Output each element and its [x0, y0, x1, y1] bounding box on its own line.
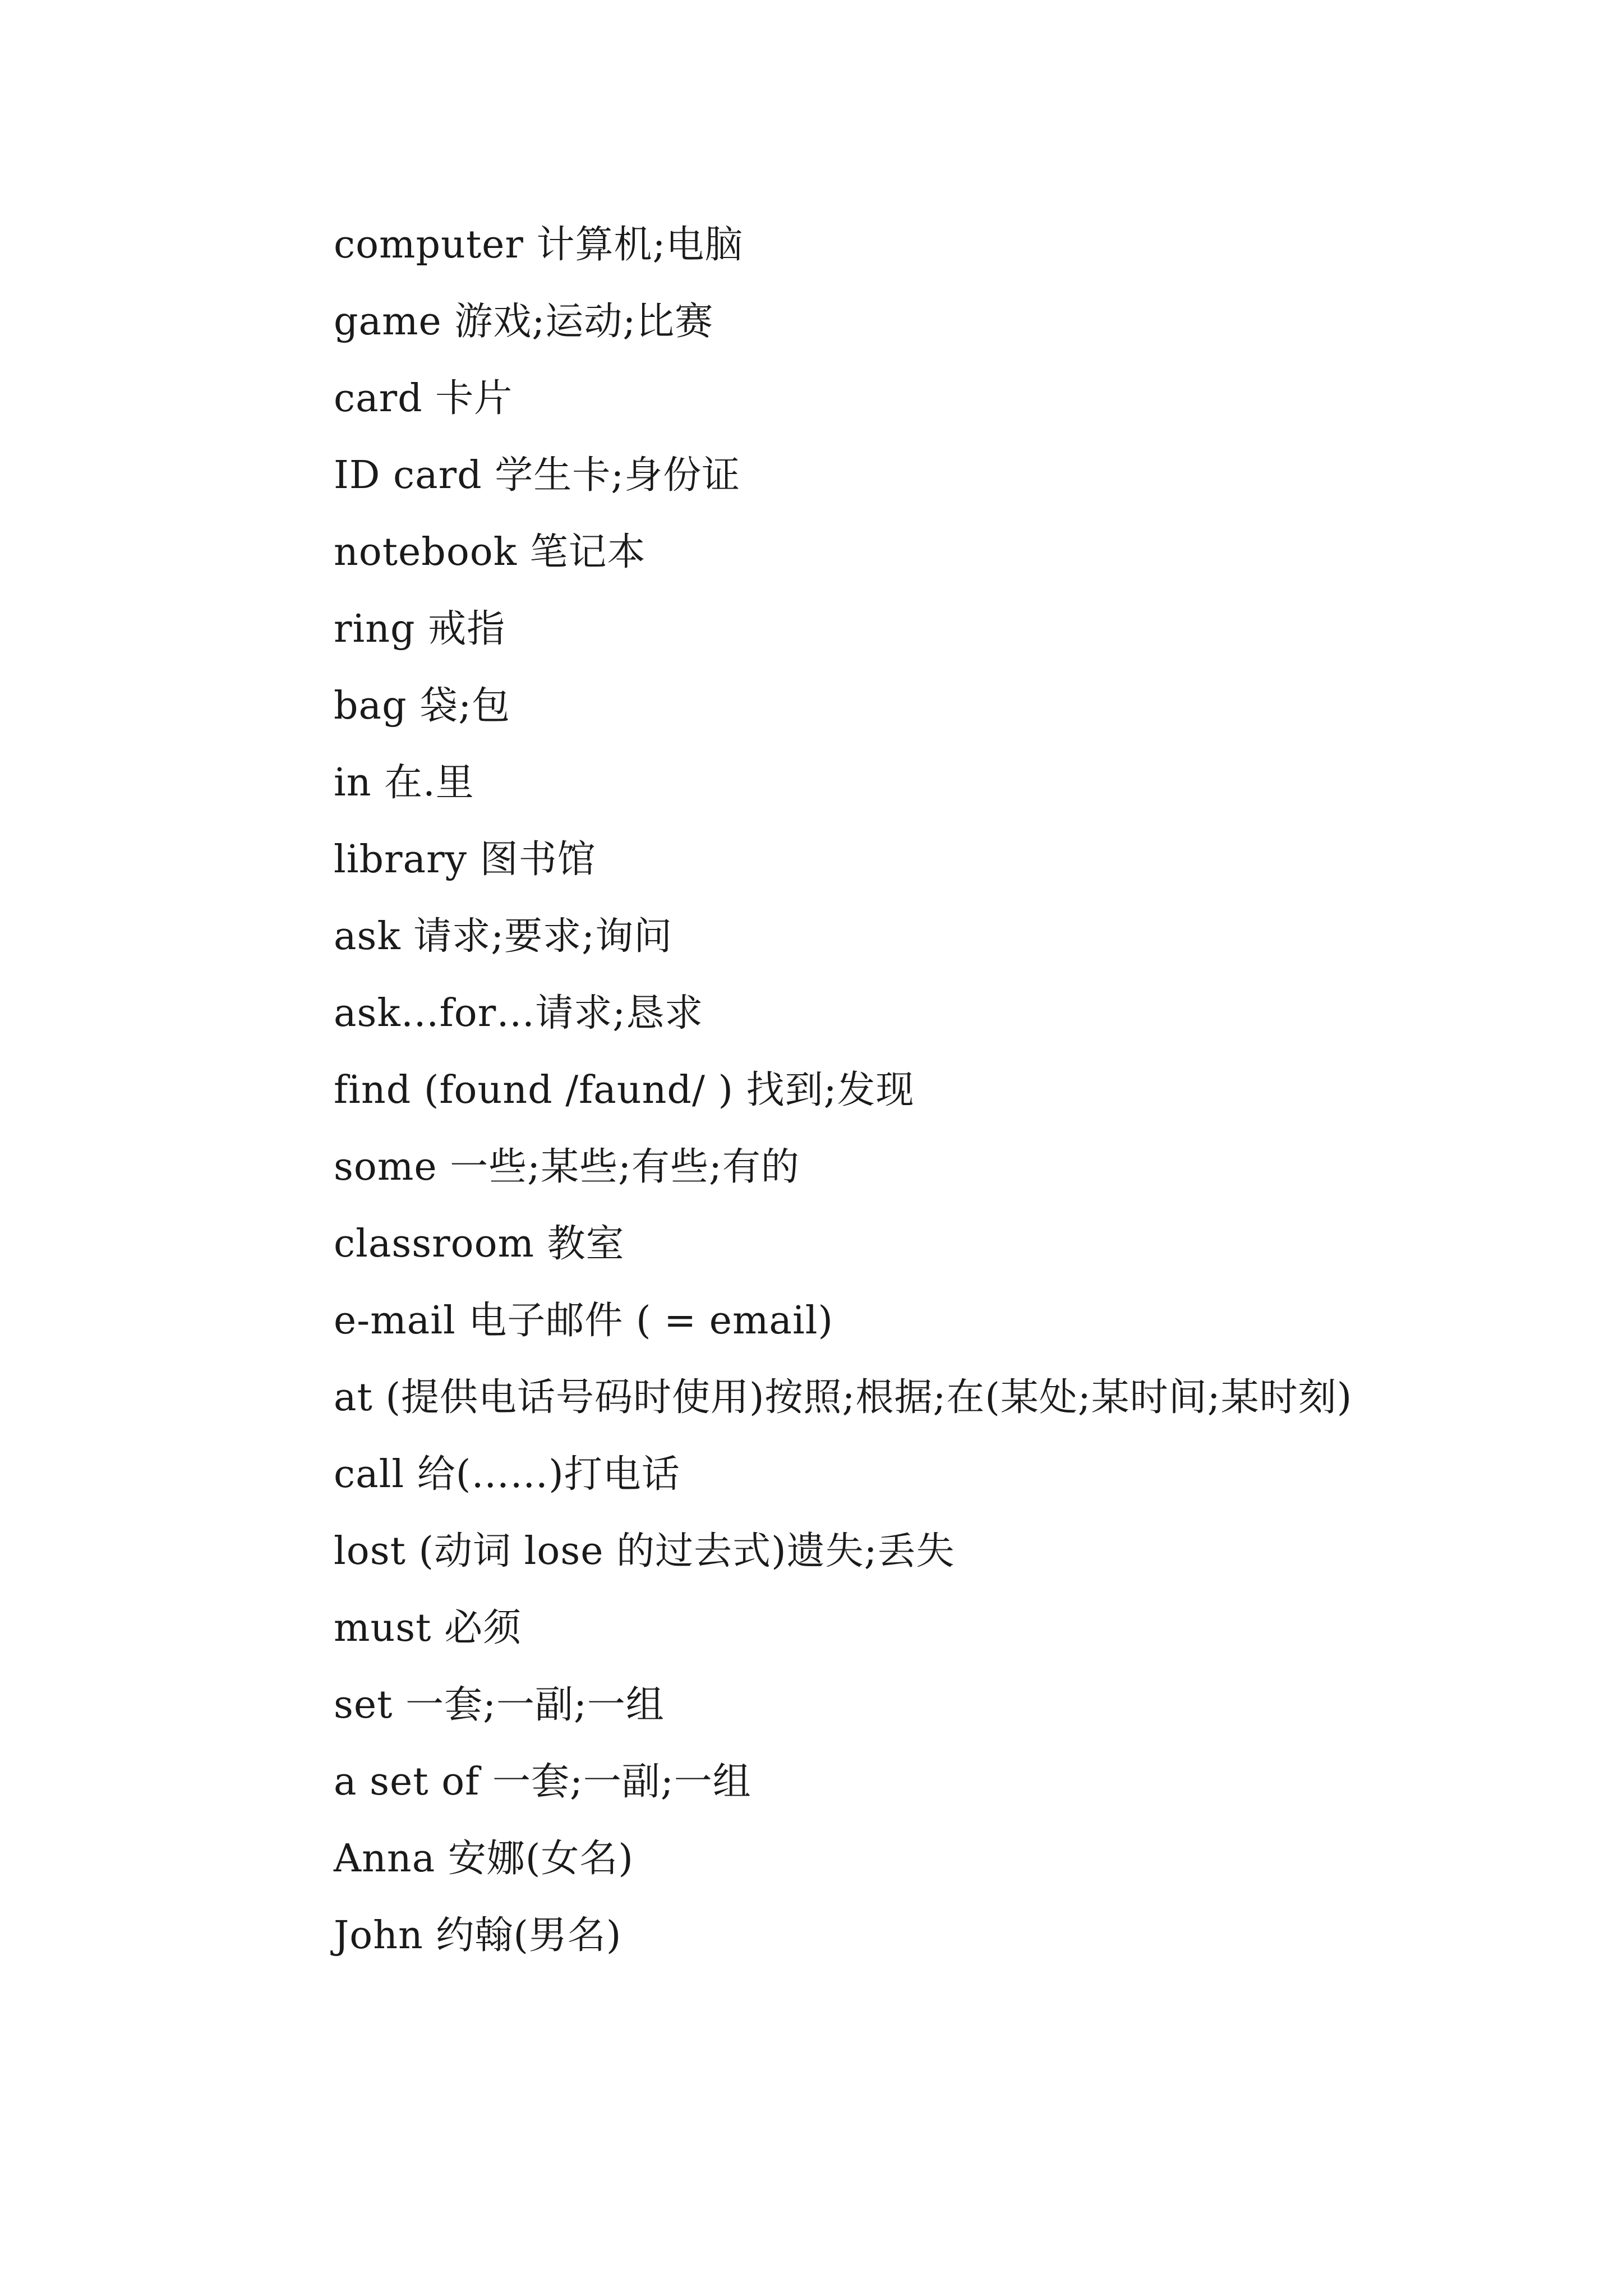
- vocab-entry: library 图书馆: [334, 838, 596, 882]
- vocab-entry: bag 袋;包: [334, 684, 511, 728]
- vocab-entry: notebook 笔记本: [334, 530, 646, 574]
- vocab-entry: game 游戏;运动;比赛: [334, 300, 714, 344]
- vocab-entry: some 一些;某些;有些;有的: [334, 1145, 800, 1189]
- vocab-entry: e-mail 电子邮件 ( = email): [334, 1299, 833, 1343]
- vocab-entry: a set of 一套;一副;一组: [334, 1760, 751, 1804]
- vocab-entry: call 给(……)打电话: [334, 1452, 680, 1497]
- vocab-entry: find (found /faund/ ) 找到;发现: [334, 1068, 915, 1112]
- vocab-entry: in 在.里: [334, 761, 474, 805]
- vocab-entry: classroom 教室: [334, 1222, 625, 1266]
- vocab-entry: Anna 安娜(女名): [334, 1837, 634, 1881]
- vocab-entry: computer 计算机;电脑: [334, 223, 744, 267]
- vocab-entry: must 必须: [334, 1606, 522, 1650]
- vocab-entry: ID card 学生卡;身份证: [334, 453, 741, 498]
- vocab-entry: card 卡片: [334, 376, 513, 421]
- vocab-entry: lost (动词 lose 的过去式)遗失;丢失: [334, 1529, 955, 1573]
- vocab-entry: ask…for…请求;恳求: [334, 991, 704, 1036]
- vocabulary-list: [250, 206, 1422, 1974]
- vocab-entry: ring 戒指: [334, 607, 506, 651]
- vocab-entry: at (提供电话号码时使用)按照;根据;在(某处;某时间;某时刻): [334, 1375, 1353, 1420]
- vocab-entry: set 一套;一副;一组: [334, 1683, 665, 1727]
- vocab-entry: John 约翰(男名): [334, 1913, 622, 1958]
- vocab-entry: ask 请求;要求;询问: [334, 914, 673, 959]
